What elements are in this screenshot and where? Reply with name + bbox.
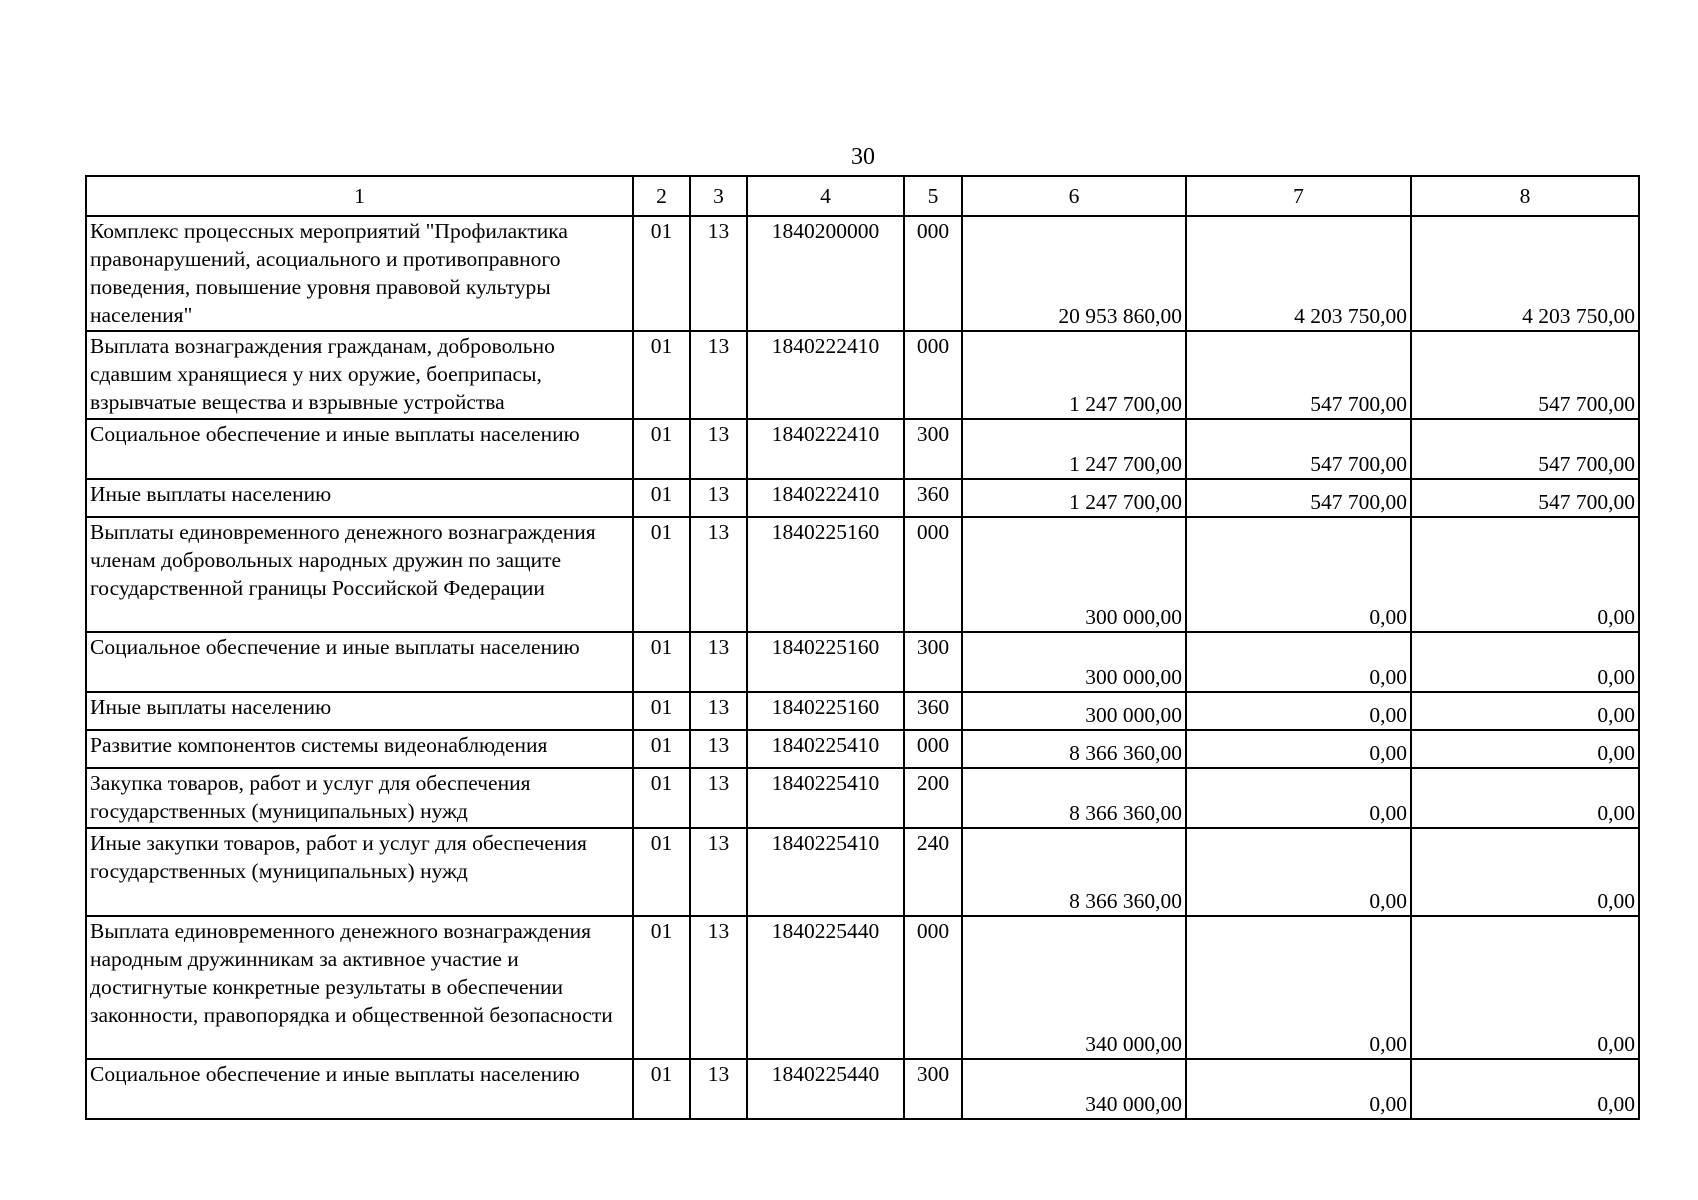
- amount-col-7: 547 700,00: [1186, 331, 1411, 419]
- section-code: 01: [633, 730, 690, 768]
- expense-type-code: 360: [904, 692, 962, 730]
- amount-col-7: 547 700,00: [1186, 479, 1411, 517]
- amount-col-7: 547 700,00: [1186, 419, 1411, 479]
- column-header: 3: [690, 176, 747, 216]
- amount-col-7: 0,00: [1186, 1059, 1411, 1119]
- section-code: 01: [633, 216, 690, 331]
- row-name: Социальное обеспечение и иные выплаты населению: [86, 1059, 633, 1119]
- amount-col-8: 4 203 750,00: [1411, 216, 1639, 331]
- table-row: [86, 692, 1639, 730]
- amount-col-7: 0,00: [1186, 632, 1411, 692]
- target-article-code: 1840225160: [747, 517, 904, 632]
- amount-col-6: 1 247 700,00: [962, 479, 1186, 517]
- target-article-code: 1840222410: [747, 331, 904, 419]
- expense-type-code: 300: [904, 632, 962, 692]
- expense-type-code: 000: [904, 331, 962, 419]
- target-article-code: 1840200000: [747, 216, 904, 331]
- table-row: [86, 331, 1639, 419]
- amount-col-6: 340 000,00: [962, 916, 1186, 1059]
- section-code: 01: [633, 768, 690, 828]
- amount-col-7: 0,00: [1186, 768, 1411, 828]
- section-code: 01: [633, 331, 690, 419]
- row-name: Иные выплаты населению: [86, 692, 633, 730]
- subsection-code: 13: [690, 768, 747, 828]
- amount-col-8: 0,00: [1411, 768, 1639, 828]
- section-code: 01: [633, 916, 690, 1059]
- column-header: 7: [1186, 176, 1411, 216]
- column-header: 8: [1411, 176, 1639, 216]
- expense-type-code: 000: [904, 517, 962, 632]
- expense-type-code: 300: [904, 419, 962, 479]
- amount-col-6: 1 247 700,00: [962, 419, 1186, 479]
- target-article-code: 1840225440: [747, 916, 904, 1059]
- subsection-code: 13: [690, 216, 747, 331]
- expense-type-code: 360: [904, 479, 962, 517]
- amount-col-8: 547 700,00: [1411, 479, 1639, 517]
- amount-col-7: 0,00: [1186, 730, 1411, 768]
- amount-col-6: 8 366 360,00: [962, 828, 1186, 916]
- row-name: Закупка товаров, работ и услуг для обеспечения государственных (муниципальных) нужд: [86, 768, 633, 828]
- amount-col-8: 0,00: [1411, 1059, 1639, 1119]
- amount-col-6: 300 000,00: [962, 692, 1186, 730]
- row-name: Комплекс процессных мероприятий "Профилактика правонарушений, асоциального и противоправного поведения, повышение уровня правовой культуры населения": [86, 216, 633, 331]
- row-name: Социальное обеспечение и иные выплаты населению: [86, 632, 633, 692]
- row-name: Выплата вознаграждения гражданам, добровольно сдавшим хранящиеся у них оружие, боеприпасы, взрывчатые вещества и взрывные устройства: [86, 331, 633, 419]
- subsection-code: 13: [690, 730, 747, 768]
- section-code: 01: [633, 828, 690, 916]
- section-code: 01: [633, 517, 690, 632]
- amount-col-8: 0,00: [1411, 632, 1639, 692]
- budget-table: [85, 175, 1640, 1120]
- table-row: [86, 1059, 1639, 1119]
- column-header: 5: [904, 176, 962, 216]
- target-article-code: 1840225160: [747, 692, 904, 730]
- expense-type-code: 240: [904, 828, 962, 916]
- table-row: [86, 632, 1639, 692]
- subsection-code: 13: [690, 632, 747, 692]
- section-code: 01: [633, 479, 690, 517]
- amount-col-8: 547 700,00: [1411, 331, 1639, 419]
- table-row: [86, 216, 1639, 331]
- subsection-code: 13: [690, 916, 747, 1059]
- subsection-code: 13: [690, 828, 747, 916]
- amount-col-6: 300 000,00: [962, 632, 1186, 692]
- row-name: Выплаты единовременного денежного вознаграждения членам добровольных народных дружин по защите государственной границы Российской Федерации: [86, 517, 633, 632]
- amount-col-6: 8 366 360,00: [962, 730, 1186, 768]
- table-row: [86, 730, 1639, 768]
- amount-col-8: 0,00: [1411, 517, 1639, 632]
- expense-type-code: 200: [904, 768, 962, 828]
- subsection-code: 13: [690, 517, 747, 632]
- amount-col-6: 1 247 700,00: [962, 331, 1186, 419]
- table-row: [86, 517, 1639, 632]
- target-article-code: 1840222410: [747, 479, 904, 517]
- target-article-code: 1840225160: [747, 632, 904, 692]
- amount-col-8: 547 700,00: [1411, 419, 1639, 479]
- row-name: Иные выплаты населению: [86, 479, 633, 517]
- amount-col-6: 20 953 860,00: [962, 216, 1186, 331]
- column-header: 2: [633, 176, 690, 216]
- expense-type-code: 300: [904, 1059, 962, 1119]
- table-row: [86, 479, 1639, 517]
- subsection-code: 13: [690, 331, 747, 419]
- row-name: Развитие компонентов системы видеонаблюдения: [86, 730, 633, 768]
- amount-col-6: 300 000,00: [962, 517, 1186, 632]
- subsection-code: 13: [690, 479, 747, 517]
- target-article-code: 1840225410: [747, 768, 904, 828]
- table-row: [86, 916, 1639, 1059]
- expense-type-code: 000: [904, 216, 962, 331]
- page-number: 30: [851, 144, 875, 170]
- amount-col-6: 8 366 360,00: [962, 768, 1186, 828]
- amount-col-7: 4 203 750,00: [1186, 216, 1411, 331]
- target-article-code: 1840225410: [747, 828, 904, 916]
- amount-col-7: 0,00: [1186, 517, 1411, 632]
- section-code: 01: [633, 1059, 690, 1119]
- column-header: 4: [747, 176, 904, 216]
- amount-col-7: 0,00: [1186, 828, 1411, 916]
- amount-col-7: 0,00: [1186, 916, 1411, 1059]
- section-code: 01: [633, 632, 690, 692]
- column-header: 1: [86, 176, 633, 216]
- row-name: Иные закупки товаров, работ и услуг для обеспечения государственных (муниципальных) нужд: [86, 828, 633, 916]
- header-row: [86, 176, 1639, 216]
- section-code: 01: [633, 692, 690, 730]
- subsection-code: 13: [690, 419, 747, 479]
- amount-col-8: 0,00: [1411, 730, 1639, 768]
- subsection-code: 13: [690, 692, 747, 730]
- target-article-code: 1840222410: [747, 419, 904, 479]
- amount-col-8: 0,00: [1411, 828, 1639, 916]
- amount-col-6: 340 000,00: [962, 1059, 1186, 1119]
- target-article-code: 1840225410: [747, 730, 904, 768]
- amount-col-8: 0,00: [1411, 692, 1639, 730]
- row-name: Социальное обеспечение и иные выплаты населению: [86, 419, 633, 479]
- amount-col-7: 0,00: [1186, 692, 1411, 730]
- section-code: 01: [633, 419, 690, 479]
- expense-type-code: 000: [904, 916, 962, 1059]
- target-article-code: 1840225440: [747, 1059, 904, 1119]
- amount-col-8: 0,00: [1411, 916, 1639, 1059]
- subsection-code: 13: [690, 1059, 747, 1119]
- table-row: [86, 768, 1639, 828]
- table-row: [86, 828, 1639, 916]
- expense-type-code: 000: [904, 730, 962, 768]
- column-header: 6: [962, 176, 1186, 216]
- table-row: [86, 419, 1639, 479]
- row-name: Выплата единовременного денежного вознаграждения народным дружинникам за активное участие и достигнутые конкретные результаты в обеспечении законности, правопорядка и общественной безопасности: [86, 916, 633, 1059]
